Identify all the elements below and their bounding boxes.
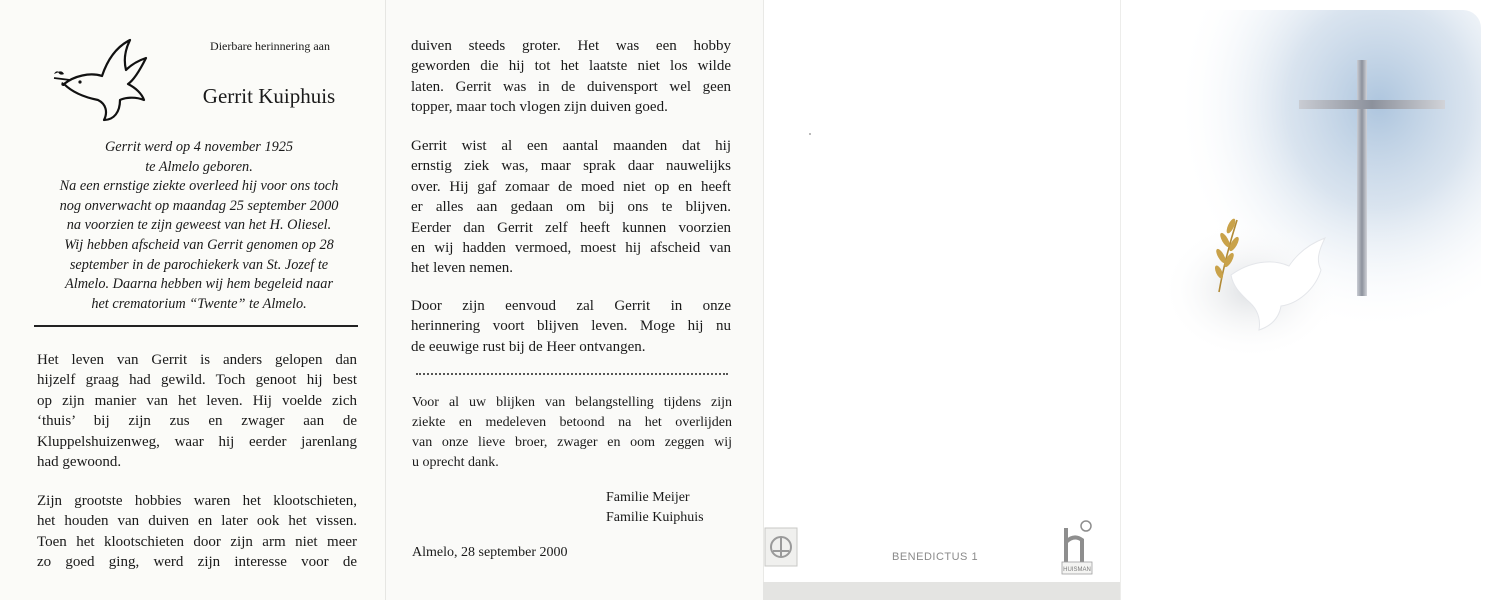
text-line: er alles aan gedaan om bij ons te blijven. [411, 199, 731, 216]
text-line: hijzelf graag had gewild. Toch genoot hij best [37, 372, 357, 389]
intro-line: Almelo. Daarna hebben wij hem begeleid naar [64, 276, 334, 293]
intro-line: na voorzien te zijn geweest van het H. Oliesel. [66, 217, 332, 234]
text-line: Toen het klootschieten door zijn arm niet meer [37, 533, 357, 550]
text-line: Eerder dan Gerrit zelf heeft kunnen voorzien [411, 219, 731, 236]
text-line: Door zijn eenvoud zal Gerrit in onze [411, 298, 731, 314]
text-line: Voor al uw blijken van belangstelling tijdens zijn [412, 395, 732, 410]
text-line: had gewoond. [37, 454, 122, 471]
memorial-heading: Dierbare herinnering aan [210, 39, 330, 53]
intro-line: Gerrit werd op 4 november 1925 [104, 139, 294, 155]
text-line: geworden die hij tot het laatste niet los wilde [411, 58, 731, 75]
paragraph-life [37, 350, 357, 472]
middle-panel [385, 0, 763, 600]
text-line: op zijn manier van het leven. Hij voelde zich [37, 392, 357, 409]
intro-line: het crematorium “Twente” te Almelo. [91, 295, 307, 312]
publisher-logo-text: HUISMAN [1063, 567, 1091, 573]
text-line: Het leven van Gerrit is anders gelopen dan [37, 352, 357, 368]
intro-line: Wij hebben afscheid van Gerrit genomen op 28 [64, 236, 334, 253]
text-line: het houden van duiven en later ook het vissen. [37, 513, 357, 530]
text-line: topper, maar toch vlogen zijn duiven goed. [411, 99, 668, 116]
intro-line: september in de parochiekerk van St. Jozef te [69, 256, 329, 273]
printer-emblem-icon [764, 527, 798, 567]
cover-illustration [1121, 0, 1500, 600]
text-line: Kluppelshuizenweg, waar hij eerder jarenlang [37, 433, 357, 450]
series-label: BENEDICTUS 1 [892, 551, 979, 563]
paper-speck [809, 133, 811, 135]
intro-line: Na een ernstige ziekte overleed hij voor ons toch [59, 178, 339, 195]
text-line: en wij hadden vermoed, moest hij afscheid van [411, 240, 731, 257]
left-panel [0, 0, 385, 600]
paragraph-illness [411, 136, 731, 279]
publisher-logo [1060, 518, 1094, 576]
text-line: van onze lieve broer, zwager en oom zeggen wij [412, 435, 732, 450]
dove-icon [50, 36, 150, 122]
text-line: het leven nemen. [411, 260, 514, 277]
intro-line: te Almelo geboren. [145, 158, 253, 175]
text-line: de eeuwige rust bij de Heer ontvangen. [411, 338, 646, 355]
paragraph-remembrance [411, 296, 731, 357]
divider-rule [34, 325, 358, 327]
intro-text [34, 138, 364, 314]
text-line: ernstig ziek was, maar sprak daar nauwelijks [411, 158, 731, 175]
text-line: u oprecht dank. [412, 455, 499, 470]
family-signatures [606, 488, 704, 528]
text-line: zo goed ging, werd zijn interesse voor de [37, 554, 357, 571]
thanks-text [412, 393, 732, 473]
signature-line: Familie Meijer [606, 490, 690, 505]
text-line: duiven steeds groter. Het was een hobby [411, 38, 731, 54]
text-line: Gerrit wist al een aantal maanden dat hij [411, 138, 731, 154]
back-panel [763, 0, 1120, 600]
paragraph-pigeons [411, 36, 731, 118]
intro-line: nog onverwacht op maandag 25 september 2000 [59, 197, 339, 214]
text-line: ‘thuis’ bij zijn zus en zwager aan de [37, 413, 357, 430]
text-line: Zijn grootste hobbies waren het klootschieten, [37, 493, 357, 509]
paragraph-hobbies [37, 491, 357, 573]
text-line: ziekte en medeleven betoond na het overlijden [412, 415, 732, 430]
text-line: laten. Gerrit was in de duivensport wel geen [411, 78, 731, 95]
text-line: herinnering voort blijven leven. Moge hij nu [411, 318, 731, 335]
text-line: over. Hij gaf zomaar de moed niet op en heeft [411, 178, 731, 195]
front-panel [1120, 0, 1500, 600]
deceased-name: Gerrit Kuiphuis [202, 84, 336, 108]
place-date: Almelo, 28 september 2000 [412, 545, 568, 560]
signature-line: Familie Kuiphuis [606, 510, 704, 525]
dotted-divider [416, 373, 728, 375]
